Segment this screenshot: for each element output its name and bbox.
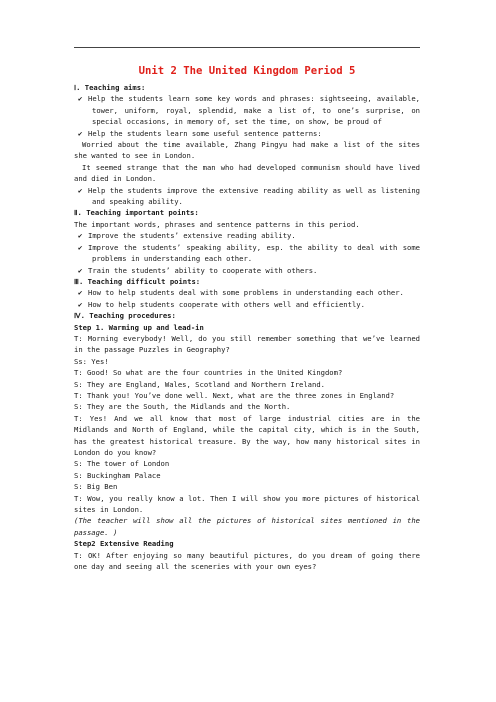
dialogue-line: S: They are England, Wales, Scotland and Northern Ireland. bbox=[74, 379, 325, 389]
check-icon: ✔ bbox=[78, 242, 83, 252]
dialogue-line: T: Morning everybody! Well, do you still remember something that we’ve learned in the passage Puzzles in Geography? bbox=[74, 333, 420, 355]
list-item: ✔ Help the students learn some key words and phrases: sightseeing, available, tower, uniform, royal, splendid, make a list of, to one’s surprise, on special occasions, in memory of, set the time, on show, be proud of bbox=[78, 94, 420, 127]
teacher-note: (The teacher will show all the pictures of historical sites mentioned in the passage. ) bbox=[74, 516, 420, 537]
section-teaching-aims-heading: Ⅰ. Teaching aims: bbox=[74, 83, 146, 92]
dialogue-line: S: Big Ben bbox=[74, 482, 118, 492]
header-rule bbox=[74, 47, 420, 48]
dialogue-line: S: The tower of London bbox=[74, 459, 170, 469]
check-icon: ✔ bbox=[78, 185, 83, 195]
sentence-pattern: Worried about the time available, Zhang Pingyu had make a list of the sites she wanted to see in London. bbox=[74, 140, 420, 161]
dialogue-line: T: Wow, you really know a lot. Then I will show you more pictures of historical sites in London. bbox=[74, 493, 420, 515]
dialogue-line: T: OK! After enjoying so many beautiful pictures, do you dream of going there one day and seeing all the sceneries with your own eyes? bbox=[74, 550, 420, 572]
check-icon: ✔ bbox=[78, 288, 83, 298]
list-item: ✔ Train the students’ ability to cooperate with others. bbox=[78, 265, 318, 275]
check-icon: ✔ bbox=[78, 299, 83, 309]
dialogue-line: T: Yes! And we all know that most of large industrial cities are in the Midlands and North of England, while the capital city, which is in the South, has the greatest historical treasure. By the way, how many historical sites in London do you know? bbox=[74, 413, 420, 457]
step-heading: Step2 Extensive Reading bbox=[74, 539, 174, 549]
dialogue-line: T: Thank you! You’ve done well. Next, what are the three zones in England? bbox=[74, 390, 395, 400]
document-title: Unit 2 The United Kingdom Period 5 bbox=[138, 65, 356, 77]
list-item: ✔ Help the students improve the extensive reading ability as well as listening and speaking ability. bbox=[78, 185, 420, 207]
sentence-pattern: It seemed strange that the man who had developed communism should have lived and died in London. bbox=[74, 162, 420, 184]
list-item: ✔ Improve the students’ extensive reading ability. bbox=[78, 231, 296, 241]
document-body bbox=[74, 54, 420, 572]
dialogue-line: S: Buckingham Palace bbox=[74, 470, 161, 480]
step-heading: Step 1. Warming up and lead-in bbox=[74, 322, 204, 332]
list-item: ✔ Help the students learn some useful sentence patterns: bbox=[78, 128, 322, 138]
list-item: ✔ Improve the students’ speaking ability, esp. the ability to deal with some problems in understanding each other. bbox=[78, 242, 420, 264]
section-procedures-heading: Ⅳ. Teaching procedures: bbox=[74, 311, 176, 321]
check-icon: ✔ bbox=[78, 94, 83, 104]
check-icon: ✔ bbox=[78, 128, 83, 138]
check-icon: ✔ bbox=[78, 265, 83, 275]
dialogue-line: T: Good! So what are the four countries in the United Kingdom? bbox=[74, 368, 343, 378]
list-item: ✔ How to help students deal with some problems in understanding each other. bbox=[78, 288, 404, 298]
dialogue-line: S: They are the South, the Midlands and the North. bbox=[74, 402, 291, 412]
dialogue-line: Ss: Yes! bbox=[74, 356, 109, 366]
section-important-points-heading: Ⅱ. Teaching important points: bbox=[74, 208, 199, 218]
paragraph: The important words, phrases and sentence patterns in this period. bbox=[74, 219, 360, 229]
section-difficult-points-heading: Ⅲ. Teaching difficult points: bbox=[74, 276, 201, 286]
check-icon: ✔ bbox=[78, 231, 83, 241]
list-item: ✔ How to help students cooperate with others well and efficiently. bbox=[78, 299, 365, 309]
